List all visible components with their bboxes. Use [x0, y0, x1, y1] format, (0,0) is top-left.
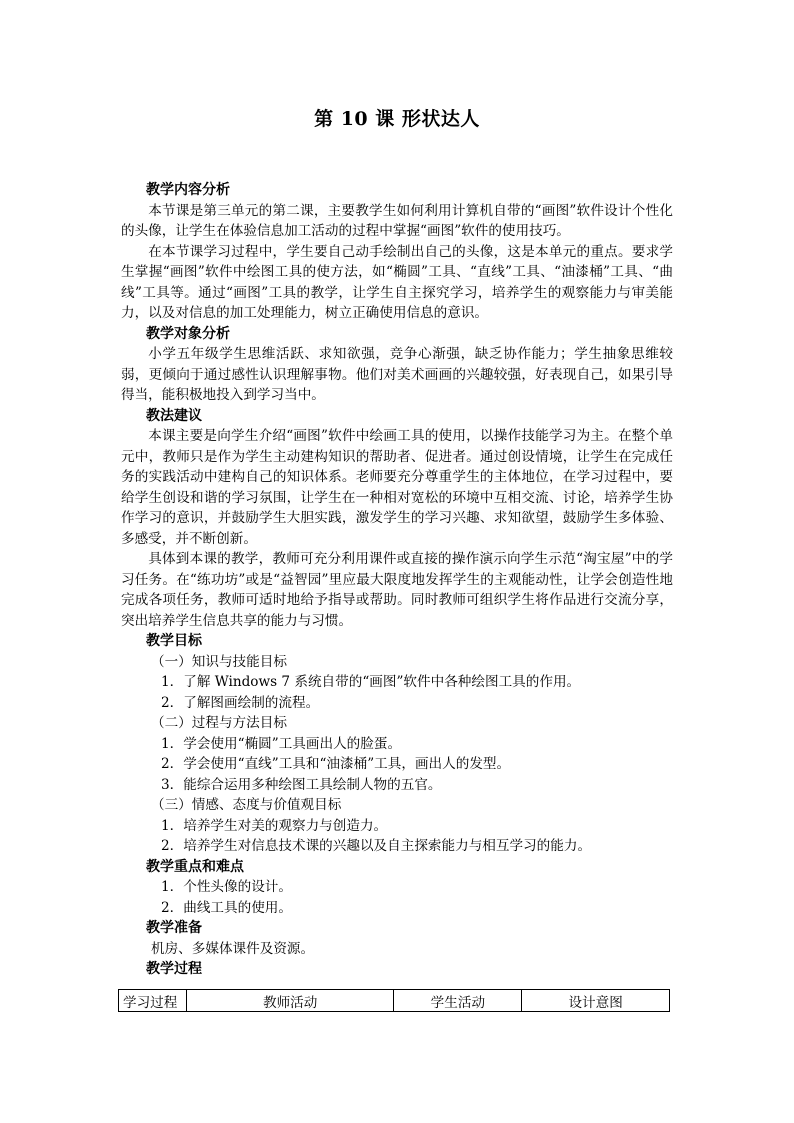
section-heading: 教学过程 [146, 961, 202, 977]
list-item: 1．培养学生对美的观察力与创造力。 [161, 817, 388, 834]
table-header-cell: 学习过程 [119, 990, 187, 1012]
table-header-cell: 设计意图 [522, 990, 670, 1012]
list-item: 2．培养学生对信息技术课的兴趣以及自主探索能力与相互学习的能力。 [161, 838, 592, 854]
list-item: 2．了解图画绘制的流程。 [161, 694, 320, 711]
table-header-cell: 教师活动 [186, 990, 394, 1012]
paragraph: 本课主要是向学生介绍“画图”软件中绘画工具的使用，以操作技能学习为主。在整个单元中，教师只是作为学生主动建构知识的帮助者、促进者。通过创设情境，让学生在完成任务的实践活动中建构自己的知识体系。老师要充分尊重学生的主体地位，在学习过程中，要给学生创设和谐的学习氛围，让学生在一种相对宽松的环境中互相交流、讨论，培养学生协作学习的意识，并鼓励学生大胆实践，激发学生的学习兴趣、求知欲望，鼓励学生多体验、多感受，并不断创新。 [121, 428, 673, 547]
list-item: 1．个性头像的设计。 [161, 879, 292, 895]
prep-text: 机房、多媒体课件及资源。 [151, 940, 315, 957]
paragraph: 在本节课学习过程中，学生要自己动手绘制出自己的头像，这是本单元的重点。要求学生掌握“画图”软件中绘图工具的使方法，如“椭圆”工具、“直线”工具、“油漆桶”工具、“曲线”工具等。通过“画图”工具的教学，让学生自主探究学习，培养学生的观察能力与审美能力，以及对信息的加工处理能力，树立正确使用信息的意识。 [121, 243, 673, 321]
paragraph: 本节课是第三单元的第二课，主要教学生如何利用计算机自带的“画图”软件设计个性化的头像，让学生在体验信息加工活动的过程中掌握“画图”软件的使用技巧。 [121, 202, 673, 239]
section-heading: 教学对象分析 [146, 325, 230, 342]
section-heading: 教学准备 [146, 920, 202, 936]
process-table [118, 989, 670, 1012]
page-title: 第 10 课 形状达人 [314, 108, 480, 130]
list-item: 3．能综合运用多种绘图工具绘制人物的五官。 [161, 776, 442, 793]
document-body [121, 180, 673, 980]
list-item: 2．曲线工具的使用。 [161, 899, 292, 916]
goal-group-label: （三）情感、态度与价值观目标 [151, 797, 342, 813]
section-heading: 教学目标 [146, 633, 202, 649]
table-header-cell: 学生活动 [394, 990, 522, 1012]
table-header-row [119, 990, 670, 1012]
section-heading: 教学重点和难点 [146, 858, 244, 875]
list-item: 1．了解 Windows 7 系统自带的“画图”软件中各种绘图工具的作用。 [161, 674, 581, 690]
goal-group-label: （一）知识与技能目标 [151, 653, 287, 670]
list-item: 1．学会使用“椭圆”工具画出人的脸蛋。 [161, 735, 402, 752]
section-heading: 教法建议 [146, 407, 202, 424]
paragraph: 具体到本课的教学，教师可充分利用课件或直接的操作演示向学生示范“淘宝屋”中的学习任务。在“练功坊”或是“益智园”里应最大限度地发挥学生的主观能动性，让学会创造性地完成各项任务，教师可适时地给予指导或帮助。同时教师可组织学生将作品进行交流分享，突出培养学生信息共享的能力与习惯。 [121, 551, 673, 629]
paragraph: 小学五年级学生思维活跃、求知欲强，竞争心渐强，缺乏协作能力；学生抽象思维较弱，更倾向于通过感性认识理解事物。他们对美术画画的兴趣较强，好表现自己，如果引导得当，能积极地投入到学习当中。 [121, 346, 673, 403]
goal-group-label: （二）过程与方法目标 [151, 715, 287, 731]
list-item: 2．学会使用“直线”工具和“油漆桶”工具，画出人的发型。 [161, 756, 511, 772]
section-heading: 教学内容分析 [146, 182, 230, 198]
